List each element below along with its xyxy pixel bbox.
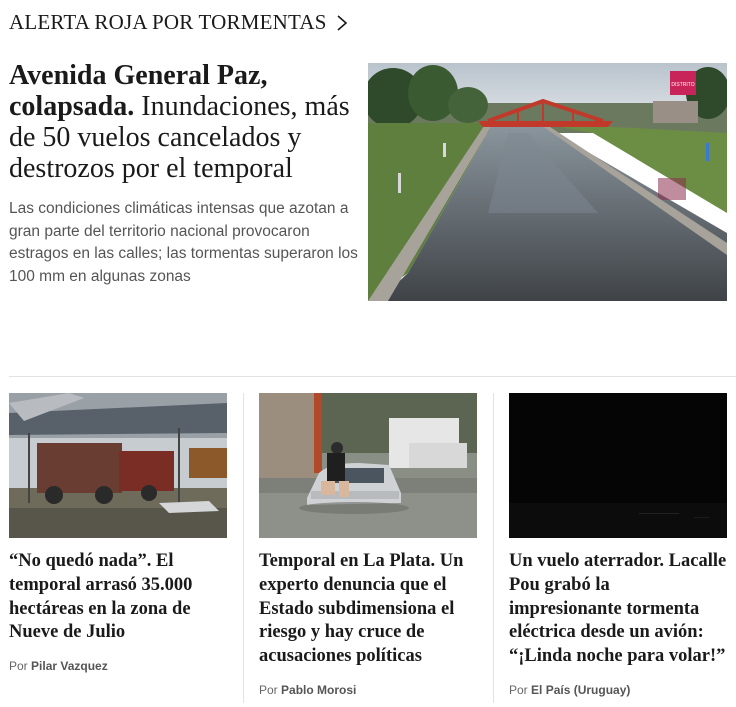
story-card-3-headline[interactable] [509, 550, 727, 669]
story-card-1-headline[interactable] [9, 550, 227, 645]
headline-rest: El temporal arrasó 35.000 hectáreas en la zona de Nueve de Julio [9, 551, 193, 643]
section-header-link[interactable] [9, 10, 349, 35]
headline-rest: Un experto denuncia que el Estado subdimensiona el riesgo y hay cruce de acusaciones políticas [259, 551, 464, 667]
lead-summary: Las condiciones climáticas intensas que azotan a gran parte del territorio nacional provocaron estragos en las calles; las tormentas superaron los 100 mm en algunas zonas [9, 200, 358, 285]
story-card-1[interactable] [9, 393, 227, 673]
author-link[interactable]: Pilar Vazquez [31, 659, 108, 674]
lead-headline-rest: Inundaciones, más de 50 vuelos cancelados y destrozos por el temporal [9, 91, 350, 184]
byline-prefix: Por [509, 682, 528, 697]
section-divider [9, 376, 736, 377]
column-divider [243, 393, 244, 703]
byline-prefix: Por [259, 682, 278, 697]
author-link[interactable]: El País (Uruguay) [531, 682, 631, 697]
chevron-right-icon [335, 13, 349, 33]
headline-bold: Un vuelo aterrador. [509, 551, 665, 571]
headline-rest: Lacalle Pou grabó la impresionante tormenta eléctrica desde un avión: “¡Linda noche para volar!” [509, 551, 727, 667]
column-divider [493, 393, 494, 703]
story-card-3[interactable] [509, 393, 727, 697]
story-image-flooded-street[interactable] [259, 393, 477, 538]
billboard-sign: DISTRITO [671, 82, 695, 88]
author-link[interactable]: Pablo Morosi [281, 682, 357, 697]
lead-story [9, 60, 359, 288]
story-image-storm-damage[interactable] [9, 393, 227, 538]
byline-prefix: Por [9, 659, 28, 674]
story-image-night-storm[interactable] [509, 393, 727, 538]
lead-headline[interactable] [9, 60, 359, 184]
byline [9, 659, 227, 673]
headline-bold: Temporal en La Plata. [259, 551, 436, 571]
story-card-2-headline[interactable] [259, 550, 477, 669]
story-card-2[interactable] [259, 393, 477, 697]
section-title: ALERTA ROJA POR TORMENTAS [9, 10, 327, 34]
lead-headline-bold: Avenida General Paz, colapsada. [9, 60, 268, 122]
headline-bold: “No quedó nada”. [9, 551, 152, 571]
lead-image-flooded-avenue[interactable] [368, 63, 727, 301]
byline [259, 683, 477, 697]
byline [509, 683, 727, 697]
